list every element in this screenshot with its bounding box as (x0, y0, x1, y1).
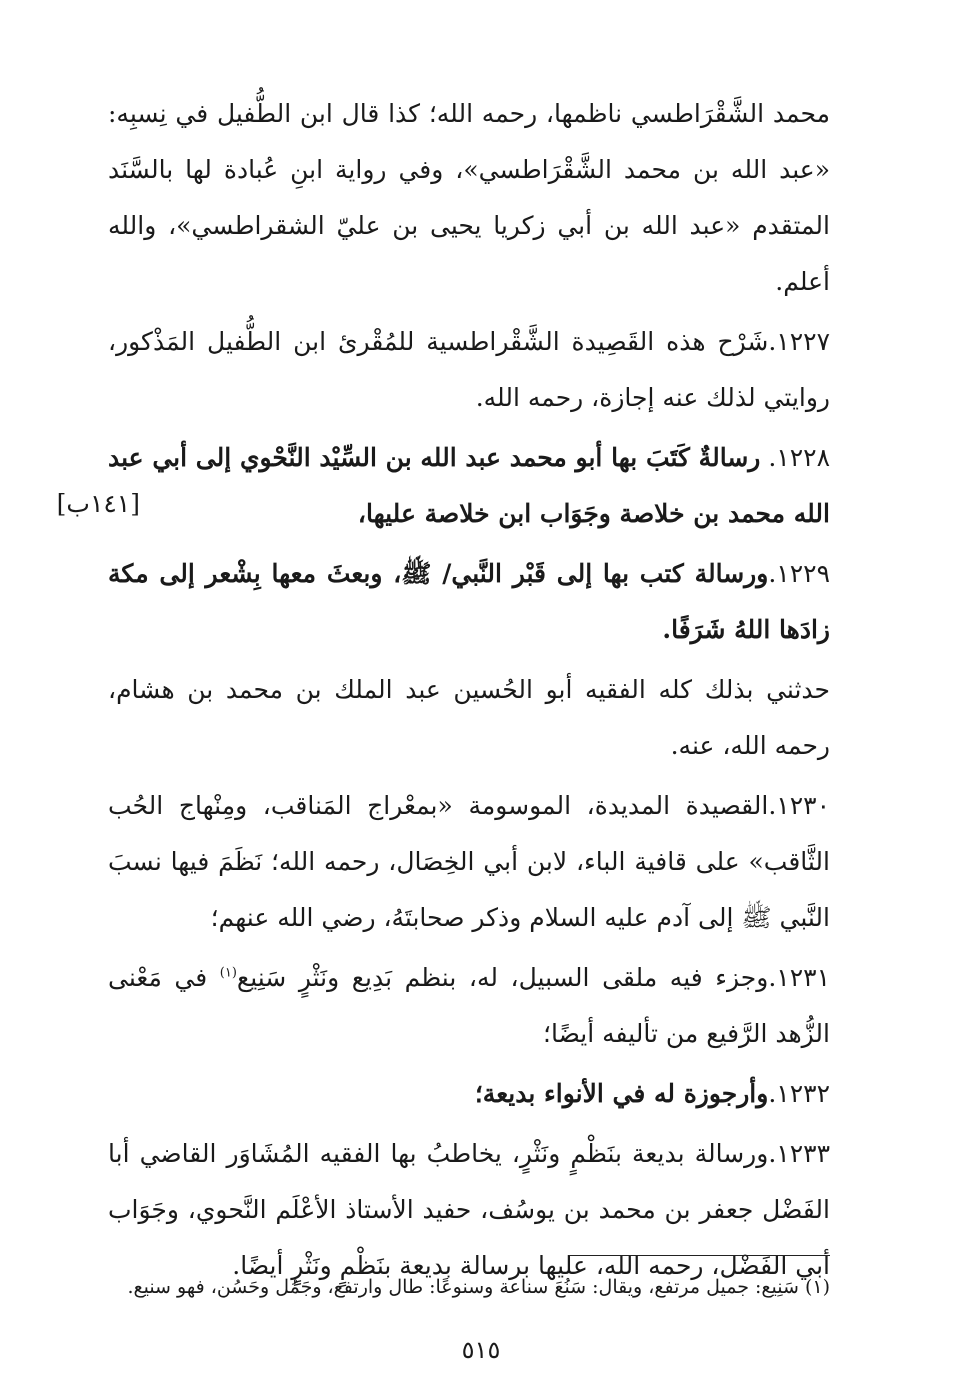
footnote-reference: (١) (219, 965, 237, 981)
entry-1233 (108, 1126, 830, 1294)
entry-1232 (108, 1066, 830, 1122)
footnote-marker: (١) (804, 1276, 830, 1298)
entry-text: ورسالة بديعة بنَظْمٍ ونَثْرٍ، يخاطبُ بها الفقيه المُشَاوَر القاضي أبا الفَضْل جعفر بن محمد بن يوسُف، حفيد الأستاذ الأعْلَم النَّحوي، وجَوَاب أبي الفَضْل، رحمه الله، عليها برسالة بديعة بنَظْمٍ ونَثْرٍ أيضًا. (108, 1139, 830, 1280)
paragraph-text: حدثني بذلك كله الفقيه أبو الحُسين عبد الملك بن محمد بن هشام، رحمه الله، عنه. (108, 675, 830, 760)
chain-paragraph (108, 662, 830, 774)
entry-text: وجزء فيه ملقى السبيل، له، بنظم بَدِيع ونَثْرٍ سَنِيع (236, 963, 769, 992)
entry-1228 (108, 430, 830, 542)
entry-text-continued: في مَعْنى الزُّهد الرَّفيع من تأليفه أيضًا؛ (108, 963, 830, 1048)
entry-text: رسالةٌ كَتَبَ بها أبو محمد عبد الله بن السِّيْد النَّحْوي إلى أبي عبد الله محمد بن خلاصة وجَوَاب ابن خلاصة عليها، (108, 443, 830, 528)
entry-number: ١٢٢٨. (768, 443, 830, 472)
entry-1227 (108, 314, 830, 426)
paragraph-text: محمد الشَّقْرَاطسي ناظمها، رحمه الله؛ كذا قال ابن الطُّفيل في نِسبِه: «عبد الله بن محمد الشَّقْرَاطسي»، وفي رواية ابنِ عُبادة لها بالسَّنَد المتقدم «عبد الله بن أبي زكريا يحيى بن عليّ الشقراطسي»، والله أعلم. (108, 99, 830, 296)
entry-number: ١٢٢٩. (768, 559, 830, 588)
page-number: ٥١٥ (461, 1336, 501, 1364)
manuscript-folio-reference: [١٤١ب] (56, 489, 140, 518)
entry-text: شَرْح هذه القَصِيدة الشَّقْراطسية للمُقْرئ ابن الطُّفيل المَذْكور، روايتي لذلك عنه إجازة، رحمه الله. (108, 327, 830, 412)
entry-1229 (108, 546, 830, 658)
entry-number: ١٢٣١. (768, 963, 830, 992)
entry-text: ورسالة كتب بها إلى قَبْر النَّبي/ ﷺ، وبعثَ معها بِشْعر إلى مكة زادَها اللهُ شَرَفًا. (108, 559, 830, 644)
footnote-text: سَنِيع: جميل مرتفع، ويقال: سَنُعَ سناعة وسنوعًا: طال وارتفع، وجَمُل وحَسُن، فهو سنيع. (127, 1276, 799, 1298)
footnote (108, 1270, 830, 1304)
entry-1231 (108, 950, 830, 1062)
entry-number: ١٢٣٣. (768, 1139, 830, 1168)
entry-text: وأرجوزة له في الأنواء بديعة؛ (474, 1079, 769, 1108)
entry-text: القصيدة المديدة، الموسومة «بمعْراج المَناقب، ومِنْهاج الحُب الثَّاقب» على قافية الباء، لابن أبي الخِصَال، رحمه الله؛ نَظَمَ فيها نسبَ النَّبي ﷺ إلى آدم عليه السلام وذكر صحابتَهُ، رضي الله عنهم؛ (108, 791, 830, 932)
entry-number: ١٢٢٧. (768, 327, 830, 356)
intro-paragraph (108, 86, 830, 310)
footnote-divider (568, 1255, 830, 1256)
entry-number: ١٢٣٢. (768, 1079, 830, 1108)
entry-number: ١٢٣٠. (768, 791, 830, 820)
main-text (108, 86, 830, 1298)
entry-1230 (108, 778, 830, 946)
